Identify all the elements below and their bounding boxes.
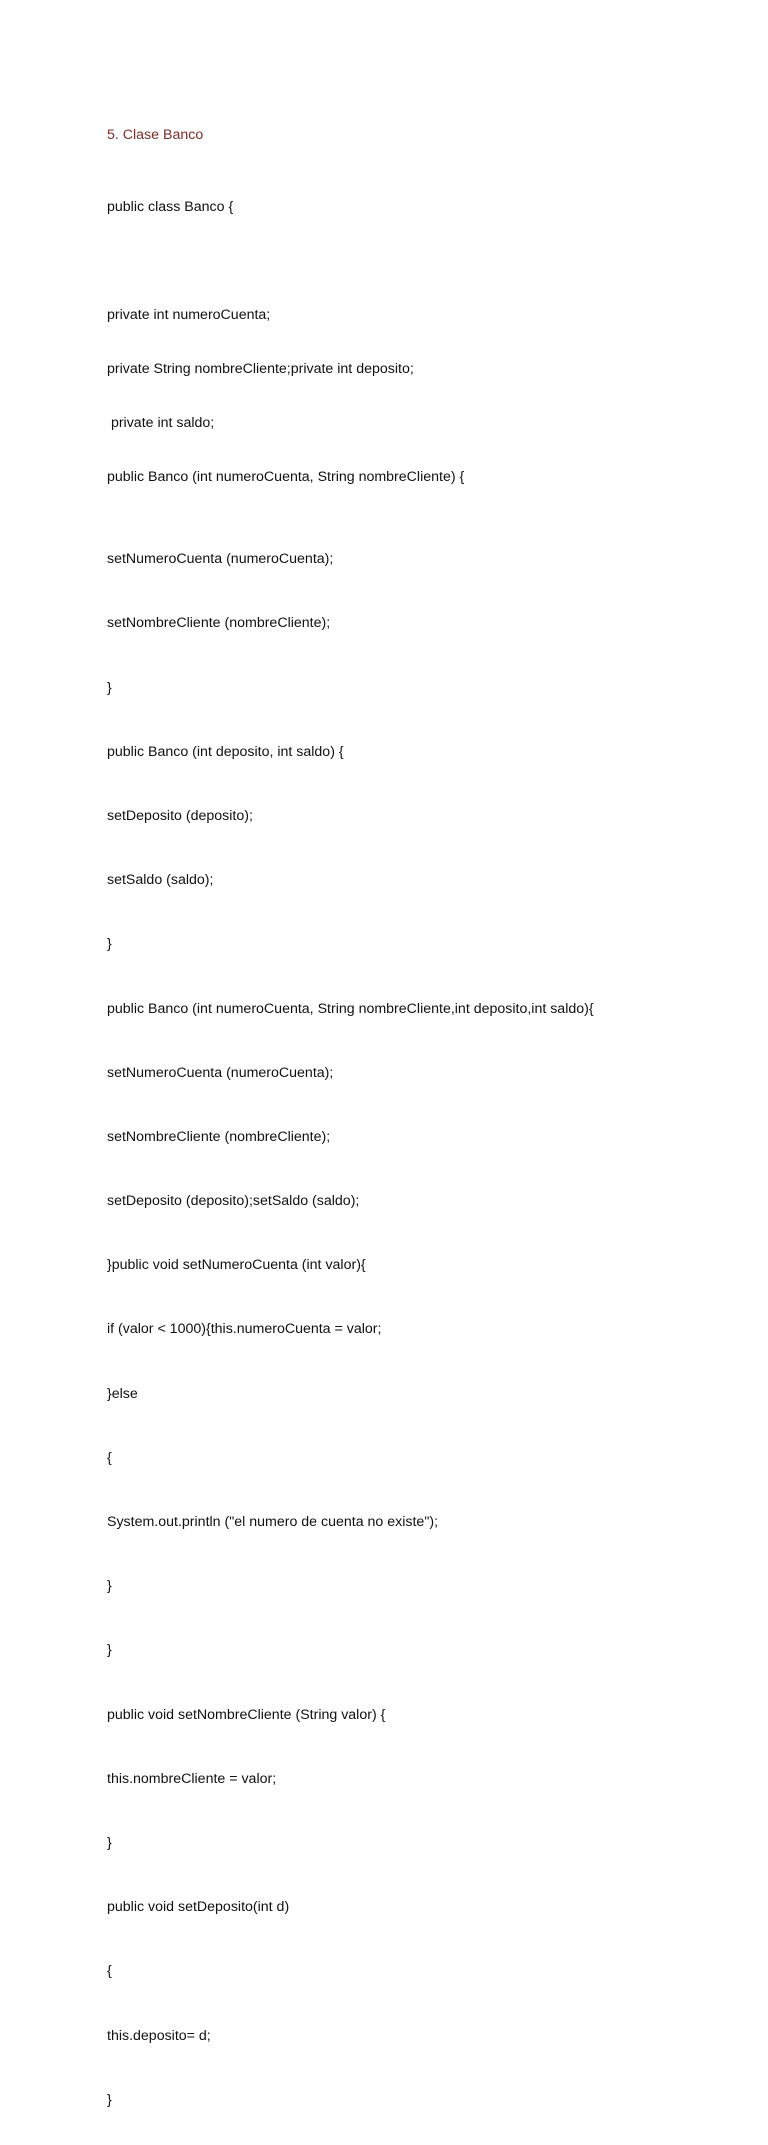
code-line: setNumeroCuenta (numeroCuenta); — [107, 551, 334, 568]
code-line: public class Banco { — [107, 199, 234, 215]
code-line: }else — [107, 1385, 138, 1402]
code-line: public Banco (int deposito, int saldo) { — [107, 743, 344, 760]
code-line: setSaldo (saldo); — [107, 872, 214, 889]
code-line: } — [107, 1834, 112, 1851]
code-line: public Banco (int numeroCuenta, String nombreCliente,int deposito,int saldo){ — [107, 1000, 594, 1017]
code-line: } — [107, 1642, 112, 1659]
document-body — [107, 90, 747, 2145]
code-line: public void setNombreCliente (String valor) { — [107, 1706, 386, 1723]
code-line: private int saldo; — [107, 415, 215, 431]
code-line: private String nombreCliente;private int deposito; — [107, 361, 414, 377]
code-line: } — [107, 936, 112, 953]
code-line: { — [107, 1449, 112, 1466]
code-line: setNombreCliente (nombreCliente); — [107, 1128, 331, 1145]
code-line: setDeposito (deposito); — [107, 807, 253, 824]
code-line: this.nombreCliente = valor; — [107, 1770, 277, 1787]
code-line: setNumeroCuenta (numeroCuenta); — [107, 1064, 334, 1081]
code-line: if (valor < 1000){this.numeroCuenta = valor; — [107, 1321, 382, 1338]
code-line: }public void setNumeroCuenta (int valor){ — [107, 1257, 366, 1274]
code-line: { — [107, 1963, 112, 1980]
section-heading: 5. Clase Banco — [107, 127, 204, 143]
code-line: public void setDeposito(int d) — [107, 1899, 290, 1916]
code-line: System.out.println ("el numero de cuenta no existe"); — [107, 1514, 439, 1530]
code-line: this.deposito= d; — [107, 2027, 211, 2044]
code-line: } — [107, 1578, 112, 1595]
code-line: } — [107, 679, 112, 696]
code-line: } — [107, 2091, 112, 2108]
code-line: setDeposito (deposito);setSaldo (saldo); — [107, 1193, 360, 1210]
code-line: private int numeroCuenta; — [107, 307, 271, 323]
blank-line — [107, 252, 747, 270]
code-line: public Banco (int numeroCuenta, String nombreCliente) { — [107, 469, 465, 485]
code-line: setNombreCliente (nombreCliente); — [107, 615, 331, 632]
